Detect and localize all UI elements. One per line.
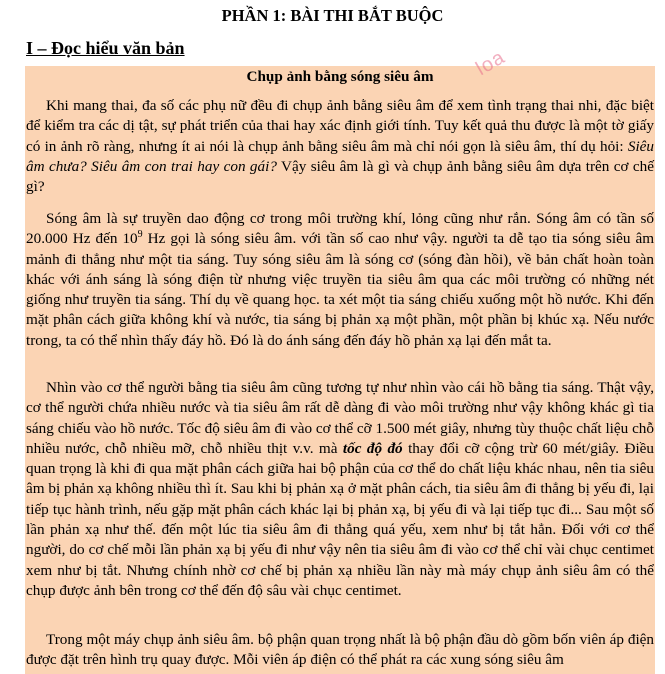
paragraph-2-text-b: Hz gọi là sóng siêu âm. với tần số cao như vậy. người ta dễ tạo tia sóng siêu âm mảnh đi thẳng như một tia sáng. Tuy sóng siêu âm là sóng cơ (sóng đàn hồi), về bản chất hoàn toàn khác với ánh sáng là sóng điện từ nhưng việc truyền tia siêu âm qua các môi trường có những nét giống như truyền tia sáng. Thí dụ về quang học. ta xét một tia sáng chiếu xuống một hồ nước. Khi đến mặt phân cách giữa không khí và nước, tia sáng bị phản xạ một phần, một phần bị khúc xạ. Nếu nước trong, ta có thể nhìn thấy đáy hồ. Đó là do ánh sáng đến đáy hồ phản xạ lại đến mắt ta.: [26, 230, 655, 349]
paragraph-1-text-b: Vậy siêu âm là gì và chụp ảnh bằng siêu âm dựa trên cơ chế gì?: [26, 157, 654, 196]
paragraph-2: [26, 209, 654, 351]
paragraph-1: [26, 96, 654, 197]
reading-passage-box: [25, 66, 655, 674]
paragraph-3-bold-italic: tốc độ đó: [342, 439, 403, 457]
paragraph-3-text-b: thay đổi cỡ cộng trừ 60 mét/giây. Điều quan trọng là khi đi qua mặt phân cách giữa hai bộ phận của cơ thể do chất liệu khác nhau, nên tia siêu âm bị phản xạ không nhiều thì ít. Sau khi bị phản xạ ở mặt phân cách, tia siêu âm đi thẳng bị yếu đi, lại tiếp tục hành trình, nếu gặp mặt phân cách khác lại bị phản xạ, bị yếu đi và lại tiếp tục đi... Sau một số lần phản xạ như thế. đến một lúc tia siêu âm đi thẳng quá yếu, xem như bị tắt hẳn. Đối với cơ thể người, do cơ chế mỗi lần phản xạ bị yếu đi như vậy nên tia siêu âm đi vào cơ thể chỉ vài chục centimet xem như bị tắt. Nhưng chính nhờ cơ chế bị phản xạ nhiều lần này mà máy chụp ảnh siêu âm có thể chụp được ảnh bên trong cơ thể đến độ sâu vài chục centimet.: [26, 439, 654, 599]
part-title: PHẦN 1: BÀI THI BẮT BUỘC: [221, 6, 444, 25]
paragraph-3-text-a: Nhìn vào cơ thể người bằng tia siêu âm cũng tương tự như nhìn vào cái hồ bằng tia sáng. Thật vậy, cơ thể người chứa nhiều nước và tia siêu âm rất dễ dàng đi vào môi trường như vậy không khác gì tia sáng chiếu vào hồ nước. Tốc độ siêu âm đi vào cơ thể cỡ 1.500 mét giây, nhưng tùy thuộc chất liệu chỗ nhiều nước, chỗ nhiều mỡ, chỗ nhiều thịt v.v. mà: [26, 379, 654, 457]
paragraph-2-exponent: 9: [137, 229, 143, 241]
watermark: loa: [472, 46, 509, 81]
paragraph-1-italic-question: Siêu âm chưa? Siêu âm con trai hay con gái?: [26, 137, 654, 175]
paragraph-3: [26, 378, 654, 601]
article-title: Chụp ảnh bằng sóng siêu âm: [246, 68, 434, 85]
paragraph-4: [26, 630, 654, 671]
paragraph-4-text: Trong một máy chụp ảnh siêu âm. bộ phận quan trọng nhất là bộ phận đầu dò gồm bốn viên áp điện được đặt trên hình trụ quay được. Mỗi viên áp điện có thể phát ra các xung sóng siêu âm: [26, 631, 654, 669]
section-title: I – Đọc hiểu văn bản: [26, 38, 185, 58]
paragraph-1-text-a: Khi mang thai, đa số các phụ nữ đều đi chụp ảnh bằng siêu âm để xem tình trạng thai nhi, đặc biệt để kiểm tra các dị tật, sự phát triển của thai hay xác định giới tính. Tuy kết quả thu được là một tờ giấy có in ảnh rõ ràng, nhưng ít ai nói là chụp ảnh bằng siêu âm mà chỉ nói gọn là siêu âm, thí dụ hỏi:: [26, 97, 654, 155]
paragraph-2-text-a: Sóng âm là sự truyền dao động cơ trong môi trường khí, lỏng cũng như rắn. Sóng âm có tần số 20.000 Hz đến 10: [26, 210, 654, 248]
